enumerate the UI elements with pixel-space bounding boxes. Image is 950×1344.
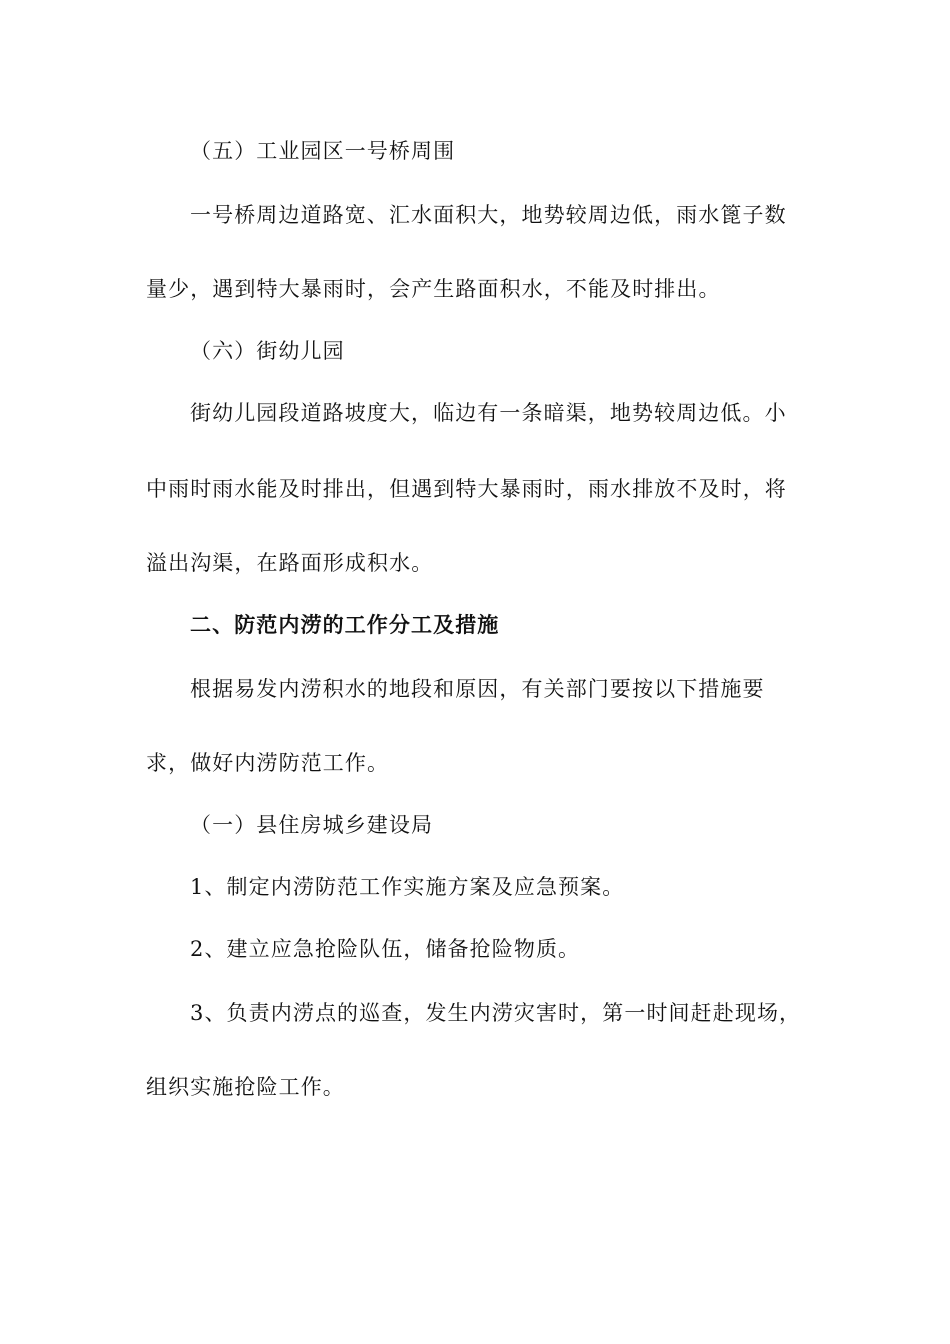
paragraph-line: 根据易发内涝积水的地段和原因，有关部门要按以下措施要 [190,677,765,701]
paragraph-line: 溢出沟渠，在路面形成积水。 [146,551,434,575]
paragraph-line: 中雨时雨水能及时排出，但遇到特大暴雨时，雨水排放不及时，将 [146,477,787,501]
paragraph-line: 求，做好内涝防范工作。 [146,751,390,775]
subheading-housing-bureau: （一）县住房城乡建设局 [190,813,434,837]
paragraph-line: 组织实施抢险工作。 [146,1075,345,1099]
list-item: 1、制定内涝防范工作实施方案及应急预案。 [190,875,625,899]
list-item: 2、建立应急抢险队伍，储备抢险物质。 [190,937,581,961]
section-heading: 二、防范内涝的工作分工及措施 [190,612,500,637]
list-item: 3、负责内涝点的巡查，发生内涝灾害时，第一时间赶赴现场， [190,1001,802,1025]
paragraph-line: 量少，遇到特大暴雨时，会产生路面积水，不能及时排出。 [146,277,721,301]
subheading-industrial-park-bridge: （五）工业园区一号桥周围 [190,139,456,163]
paragraph-line: 一号桥周边道路宽、汇水面积大，地势较周边低，雨水篦子数 [190,203,787,227]
subheading-kindergarten: （六）街幼儿园 [190,339,345,363]
paragraph-line: 街幼儿园段道路坡度大，临边有一条暗渠，地势较周边低。小 [190,401,787,425]
